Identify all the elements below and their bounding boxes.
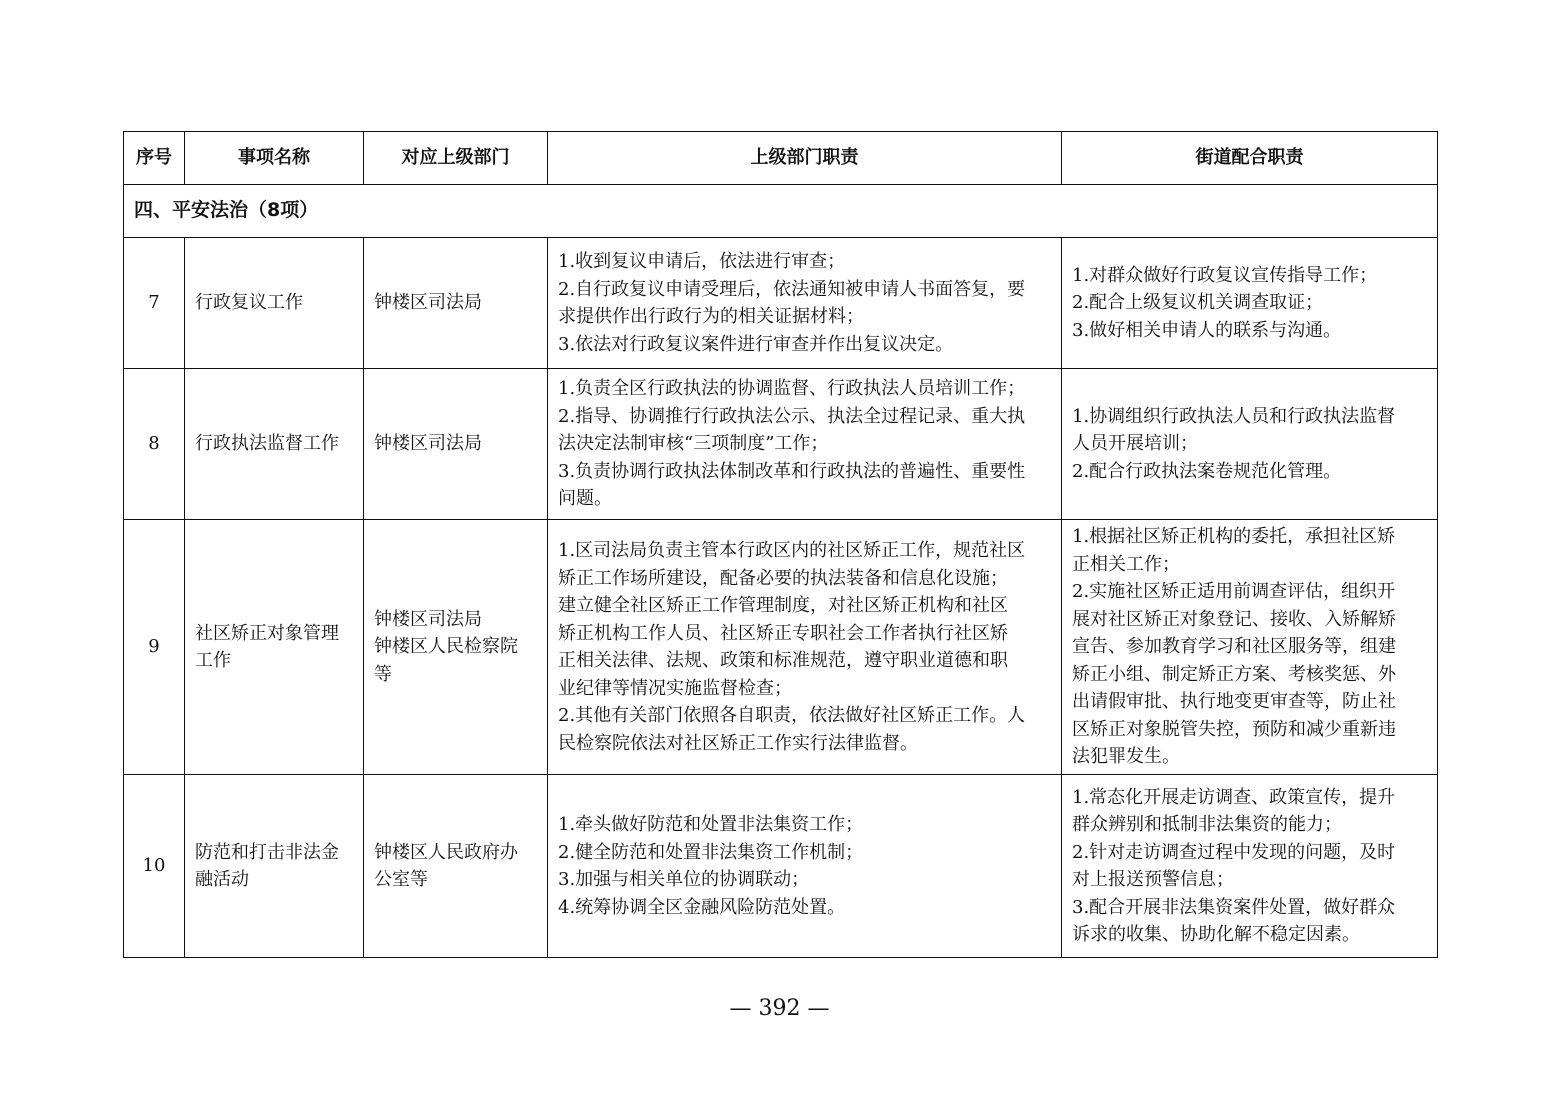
row-upper-duties <box>548 520 1062 775</box>
row-seq: 7 <box>124 238 185 369</box>
text-line: 建立健全社区矫正工作管理制度，对社区矫正机构和社区 <box>558 595 1008 616</box>
page-number: — 392 — <box>729 996 830 1021</box>
row-upper-duties <box>548 775 1062 958</box>
header-seq: 序号 <box>124 132 185 185</box>
row-seq: 10 <box>124 775 185 958</box>
text-line: 3.配合开展非法集资案件处置，做好群众 <box>1072 896 1396 918</box>
text-line: 3.做好相关申请人的联系与沟通。 <box>1072 319 1342 341</box>
text-line: 矫正小组、制定矫正方案、考核奖惩、外 <box>1072 663 1396 685</box>
text-line: 2.配合上级复议机关调查取证； <box>1072 292 1324 314</box>
text-line: 等 <box>374 663 392 685</box>
text-line: 1.负责全区行政执法的协调监督、行政执法人员培训工作； <box>558 378 1026 400</box>
row-street-duties <box>1062 520 1438 775</box>
header-item-name: 事项名称 <box>185 132 364 185</box>
text-line: 2.自行政复议申请受理后，依法通知被申请人书面答复，要 <box>558 278 1026 300</box>
table-row <box>124 238 1438 369</box>
text-line: 矫正机构工作人员、社区矫正专职社会工作者执行社区矫 <box>558 622 1008 644</box>
text-line: 钟楼区人民检察院 <box>374 636 518 658</box>
text-line: 钟楼区司法局 <box>374 433 482 455</box>
text-line: 3.负责协调行政执法体制改革和行政执法的普遍性、重要性 <box>558 460 1026 482</box>
text-line: 公室等 <box>374 869 428 890</box>
section-row <box>124 185 1438 238</box>
text-line: 2.其他有关部门依照各自职责，依法做好社区矫正工作。人 <box>558 705 1026 726</box>
text-line: 3.加强与相关单位的协调联动； <box>558 869 810 890</box>
text-line: 社区矫正对象管理 <box>195 622 339 644</box>
text-line: 民检察院依法对社区矫正工作实行法律监督。 <box>558 732 918 754</box>
row-upper-dept <box>364 520 548 775</box>
text-line: 2.指导、协调推行行政执法公示、执法全过程记录、重大执 <box>558 405 1026 427</box>
row-upper-dept <box>364 238 548 369</box>
text-line: 钟楼区人民政府办 <box>374 841 518 863</box>
header-street-duties: 街道配合职责 <box>1062 132 1438 185</box>
text-line: 钟楼区司法局 <box>374 608 482 630</box>
row-upper-duties <box>548 238 1062 369</box>
text-line: 问题。 <box>558 488 612 510</box>
text-line: 展对社区矫正对象登记、接收、入矫解矫 <box>1072 608 1396 630</box>
text-line: 业纪律等情况实施监督检查； <box>558 677 792 699</box>
row-item-name <box>185 238 364 369</box>
table-row <box>124 369 1438 520</box>
text-line: 1.区司法局负责主管本行政区内的社区矫正工作，规范社区 <box>558 540 1026 561</box>
row-item-name <box>185 520 364 775</box>
row-street-duties <box>1062 775 1438 958</box>
text-line: 正相关法律、法规、政策和标准规范，遵守职业道德和职 <box>558 650 1008 671</box>
text-line: 正相关工作； <box>1072 553 1180 575</box>
text-line: 1.常态化开展走访调查、政策宣传，提升 <box>1072 786 1396 808</box>
text-line: 1.协调组织行政执法人员和行政执法监督 <box>1072 405 1396 427</box>
table-row <box>124 520 1438 775</box>
text-line: 2.配合行政执法案卷规范化管理。 <box>1072 460 1342 482</box>
text-line: 区矫正对象脱管失控，预防和减少重新违 <box>1072 718 1396 740</box>
text-line: 钟楼区司法局 <box>374 292 482 314</box>
text-line: 1.收到复议申请后，依法进行审查； <box>558 251 846 272</box>
text-line: 群众辨别和抵制非法集资的能力； <box>1072 814 1342 835</box>
text-line: 行政执法监督工作 <box>195 433 339 455</box>
text-line: 4.统筹协调全区金融风险防范处置。 <box>558 896 846 918</box>
section-title: 四、平安法治（8项） <box>124 185 1438 238</box>
row-upper-dept <box>364 369 548 520</box>
table-row <box>124 775 1438 958</box>
row-item-name <box>185 369 364 520</box>
row-street-duties <box>1062 369 1438 520</box>
duty-table <box>123 131 1438 958</box>
text-line: 对上报送预警信息； <box>1072 869 1234 890</box>
header-row <box>124 132 1438 185</box>
text-line: 矫正工作场所建设，配备必要的执法装备和信息化设施； <box>558 567 1008 589</box>
row-item-name <box>185 775 364 958</box>
text-line: 2.健全防范和处置非法集资工作机制； <box>558 841 864 863</box>
row-upper-duties <box>548 369 1062 520</box>
text-line: 诉求的收集、协助化解不稳定因素。 <box>1072 924 1360 945</box>
text-line: 3.依法对行政复议案件进行审查并作出复议决定。 <box>558 333 954 355</box>
row-seq: 9 <box>124 520 185 775</box>
text-line: 融活动 <box>195 869 249 890</box>
text-line: 1.对群众做好行政复议宣传指导工作； <box>1072 264 1378 286</box>
text-line: 宣告、参加教育学习和社区服务等，组建 <box>1072 636 1396 658</box>
text-line: 2.针对走访调查过程中发现的问题，及时 <box>1072 841 1396 863</box>
text-line: 工作 <box>195 650 231 671</box>
text-line: 法犯罪发生。 <box>1072 746 1180 768</box>
text-line: 法决定法制审核“三项制度”工作； <box>558 433 829 455</box>
text-line: 求提供作出行政行为的相关证据材料； <box>558 306 864 327</box>
header-upper-duties: 上级部门职责 <box>548 132 1062 185</box>
text-line: 防范和打击非法金 <box>195 841 339 863</box>
header-upper-dept: 对应上级部门 <box>364 132 548 185</box>
text-line: 行政复议工作 <box>195 292 303 314</box>
text-line: 人员开展培训； <box>1072 433 1198 455</box>
row-seq: 8 <box>124 369 185 520</box>
text-line: 2.实施社区矫正适用前调查评估，组织开 <box>1072 581 1396 603</box>
row-upper-dept <box>364 775 548 958</box>
text-line: 1.根据社区矫正机构的委托，承担社区矫 <box>1072 526 1396 548</box>
text-line: 出请假审批、执行地变更审查等，防止社 <box>1072 691 1396 713</box>
text-line: 1.牵头做好防范和处置非法集资工作； <box>558 814 864 835</box>
row-street-duties <box>1062 238 1438 369</box>
